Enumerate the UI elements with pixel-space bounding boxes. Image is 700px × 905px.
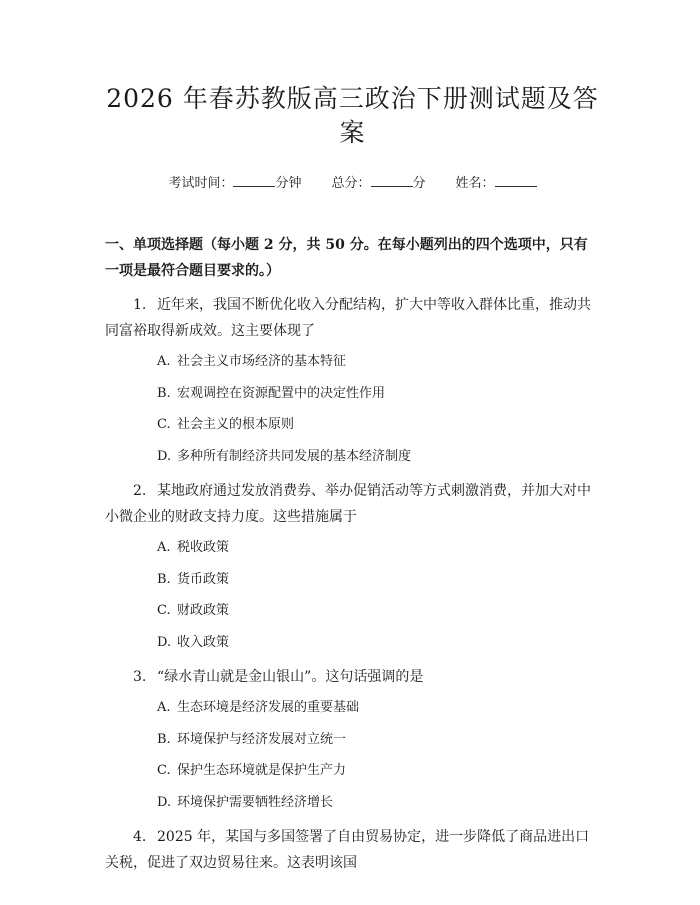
question-text: 2025 年，某国与多国签署了自由贸易协定，进一步降低了商品进出口关税，促进了双边贸易往来。这表明该国 [105, 829, 590, 871]
option-text: 宏观调控在资源配置中的决定性作用 [177, 385, 386, 401]
option-a [105, 538, 600, 558]
question-1 [105, 292, 600, 467]
option-list [105, 538, 600, 653]
option-text: 收入政策 [177, 634, 230, 650]
score-blank [371, 174, 413, 187]
option-a [105, 352, 600, 372]
option-label: A. [157, 540, 171, 555]
question-stem [105, 292, 600, 344]
option-text: 保护生态环境就是保护生产力 [177, 763, 347, 778]
document-title: 2026 年春苏教版高三政治下册测试题及答案 [106, 84, 599, 147]
section-heading: 一、单项选择题（每小题 2 分，共 50 分。在每小题列出的四个选项中，只有一项是最符合题目要求的。） [105, 237, 588, 279]
question-number: 3. [133, 669, 147, 685]
option-c [105, 415, 600, 435]
question-stem [105, 664, 600, 690]
option-label: A. [157, 354, 171, 369]
time-blank [233, 174, 275, 187]
option-c [105, 761, 600, 781]
option-label: B. [157, 731, 171, 747]
option-b [105, 570, 600, 590]
question-4 [105, 824, 600, 876]
option-label: C. [157, 763, 171, 778]
time-unit: 分钟 [275, 176, 302, 191]
option-text: 环境保护与经济发展对立统一 [177, 731, 347, 747]
question-stem [105, 824, 600, 876]
option-text: 货币政策 [177, 571, 230, 587]
option-label: B. [157, 571, 171, 587]
option-label: B. [157, 385, 171, 401]
option-b [105, 384, 600, 404]
score-unit: 分 [412, 176, 426, 191]
question-text: “绿水青山就是金山银山”。这句话强调的是 [157, 669, 424, 685]
question-text: 某地政府通过发放消费券、举办促销活动等方式刺激消费，并加大对中小微企业的财政支持力度。这些措施属于 [105, 483, 591, 525]
option-text: 财政政策 [177, 603, 230, 618]
score-label: 总分： [331, 176, 371, 191]
option-text: 社会主义市场经济的基本特征 [177, 354, 347, 369]
option-label: D. [157, 634, 172, 650]
option-label: C. [157, 417, 171, 432]
option-d [105, 793, 600, 813]
option-text: 多种所有制经济共同发展的基本经济制度 [177, 448, 412, 464]
question-text: 近年来，我国不断优化收入分配结构，扩大中等收入群体比重，推动共同富裕取得新成效。这主要体现了 [105, 297, 591, 339]
option-label: D. [157, 794, 172, 810]
option-c [105, 601, 600, 621]
option-d [105, 447, 600, 467]
option-label: A. [157, 700, 171, 715]
question-2 [105, 478, 600, 653]
option-label: D. [157, 448, 172, 464]
option-a [105, 698, 600, 718]
option-list [105, 698, 600, 813]
question-number: 2. [133, 483, 147, 499]
option-text: 税收政策 [177, 540, 230, 555]
time-label: 考试时间： [168, 176, 234, 191]
question-number: 4. [133, 829, 147, 845]
name-label: 姓名： [455, 176, 495, 191]
question-number: 1. [133, 297, 147, 313]
option-d [105, 633, 600, 653]
exam-info-line [105, 174, 600, 193]
option-list [105, 352, 600, 467]
question-3 [105, 664, 600, 813]
name-blank [495, 174, 537, 187]
option-label: C. [157, 603, 171, 618]
option-b [105, 730, 600, 750]
question-stem [105, 478, 600, 530]
option-text: 环境保护需要牺牲经济增长 [177, 794, 334, 810]
option-text: 社会主义的根本原则 [177, 417, 295, 432]
option-text: 生态环境是经济发展的重要基础 [177, 700, 360, 715]
